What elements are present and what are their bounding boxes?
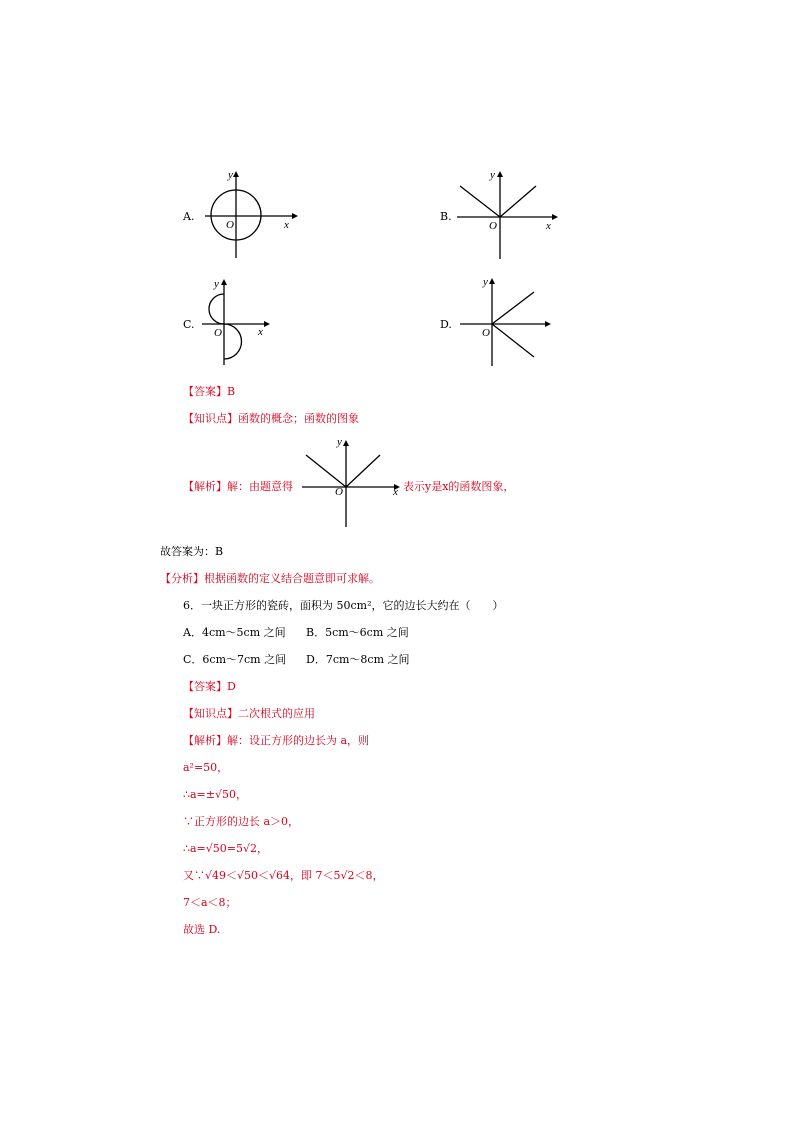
q6-option-c: C．6cm～7cm 之间 (183, 653, 287, 666)
q6-option-a: A．4cm～5cm 之间 (183, 626, 286, 639)
q5-conclusion: 故答案为：B (160, 545, 224, 558)
q6-option-b: B．5cm～6cm 之间 (306, 626, 409, 639)
q5-analysis-suffix: 表示y是x的函数图象， (403, 480, 515, 493)
analysis-graph (300, 432, 404, 529)
q5-note: 【分析】根据函数的定义结合题意即可求解。 (160, 572, 380, 585)
q6-step-6: 7＜a＜8； (183, 896, 237, 909)
option-d-label: D. (440, 318, 452, 331)
analysis-graph-x-label: x (393, 486, 398, 498)
graph-c-y-label: y (214, 278, 219, 290)
q6-option-d: D．7cm～8cm 之间 (306, 653, 410, 666)
q6-question: 6．一块正方形的瓷砖，面积为 50cm²，它的边长大约在（ ） (183, 599, 504, 612)
q6-step-2: ∴a=±√50， (183, 788, 247, 801)
graph-b-v-shape (452, 165, 562, 262)
graph-d-open-v (455, 272, 555, 369)
graph-d-y-label: y (483, 276, 488, 288)
option-c-label: C. (183, 318, 195, 331)
analysis-graph-origin: O (335, 486, 343, 498)
q6-step-3: ∵正方形的边长 a＞0， (183, 815, 300, 828)
q6-step-7: 故选 D. (183, 923, 221, 936)
graph-a-circle (200, 165, 300, 262)
graph-d-origin: O (482, 327, 490, 339)
graph-b-x-label: x (546, 220, 551, 232)
q6-step-4: ∴a=√50=5√2， (183, 842, 269, 855)
graph-a-x-label: x (284, 219, 289, 231)
q6-step-5: 又∵√49＜√50＜√64，即 7＜5√2＜8， (183, 869, 384, 882)
option-b-label: B. (440, 210, 452, 223)
q6-step-1: a²=50， (183, 761, 229, 774)
analysis-graph-y-label: y (337, 436, 342, 448)
option-a-label: A. (183, 210, 195, 223)
q5-knowledge: 【知识点】函数的概念；函数的图象 (183, 412, 359, 425)
graph-c-x-label: x (258, 326, 263, 338)
graph-b-origin: O (489, 220, 497, 232)
q6-knowledge: 【知识点】二次根式的应用 (183, 707, 315, 720)
graph-c-semicircles (200, 275, 280, 370)
q6-answer: 【答案】D (183, 680, 236, 693)
q6-analysis: 【解析】解：设正方形的边长为 a，则 (183, 734, 370, 747)
graph-a-y-label: y (228, 169, 233, 181)
q5-answer: 【答案】B (183, 385, 236, 398)
graph-a-origin: O (226, 219, 234, 231)
graph-c-origin: O (214, 327, 222, 339)
graph-b-y-label: y (490, 169, 495, 181)
q5-analysis-prefix: 【解析】解：由题意得 (183, 480, 293, 493)
